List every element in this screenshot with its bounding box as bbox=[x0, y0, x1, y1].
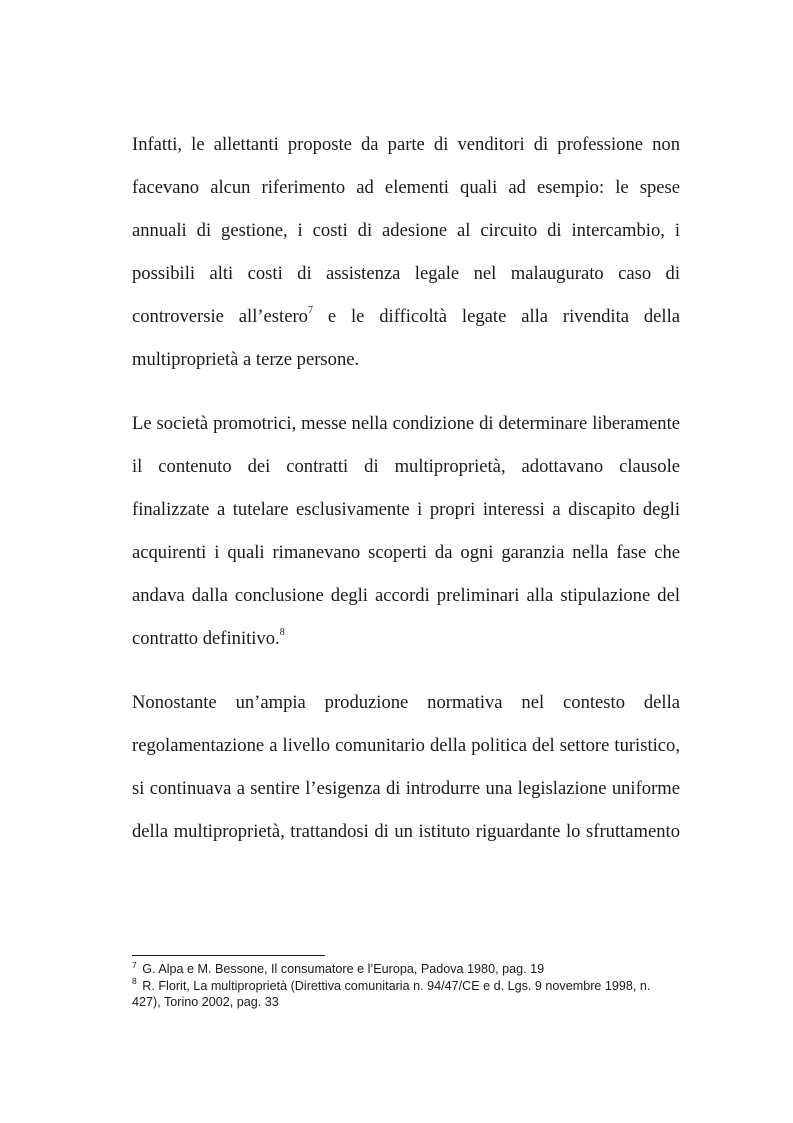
paragraph-2-text: Le società promotrici, messe nella condizione di determinare liberamente il contenuto dei contratti di multiproprietà, adottavano clausole finalizzate a tutelare esclusivamente i propri interessi a discapito degli acquirenti i quali rimanevano scoperti da ogni garanzia nella fase che andava dalla conclusione degli accordi preliminari alla stipulazione del contratto definitivo. bbox=[132, 413, 680, 649]
footnotes bbox=[132, 961, 682, 1011]
paragraph-1 bbox=[132, 123, 680, 381]
footnote-number: 7 bbox=[132, 959, 137, 970]
main-text bbox=[132, 123, 680, 853]
paragraph-1-text: Infatti, le allettanti proposte da parte di venditori di professione non facevano alcun riferimento ad elementi quali ad esempio: le spese annuali di gestione, i costi di adesione al circuito di intercambio, i possibili alti costi di assistenza legale nel malaugurato caso di controversie all’estero bbox=[132, 134, 680, 327]
footnote-8 bbox=[132, 978, 682, 1011]
footnote-number: 8 bbox=[132, 976, 137, 987]
paragraph-1-text-continued: e le difficoltà legate alla rivendita della multiproprietà a terze persone. bbox=[132, 306, 681, 370]
footnote-reference-7: 7 bbox=[307, 304, 313, 316]
footnote-text: R. Florit, La multiproprietà (Direttiva comunitaria n. 94/47/CE e d. Lgs. 9 novembre 1998, n. 427), Torino 2002, pag. 33 bbox=[132, 978, 651, 1009]
paragraph-2 bbox=[132, 402, 680, 660]
footnote-7 bbox=[132, 961, 682, 978]
paragraph-3-text: Nonostante un’ampia produzione normativa nel contesto della regolamentazione a livello comunitario della politica del settore turistico, si continuava a sentire l’esigenza di introdurre una legislazione uniforme della multiproprietà, trattandosi di un istituto riguardante lo sfruttamento bbox=[132, 692, 680, 842]
footnote-text: G. Alpa e M. Bessone, Il consumatore e l’Europa, Padova 1980, pag. 19 bbox=[138, 962, 545, 976]
footnote-separator bbox=[132, 955, 325, 956]
paragraph-3 bbox=[132, 681, 680, 853]
footnote-reference-8: 8 bbox=[279, 626, 285, 638]
